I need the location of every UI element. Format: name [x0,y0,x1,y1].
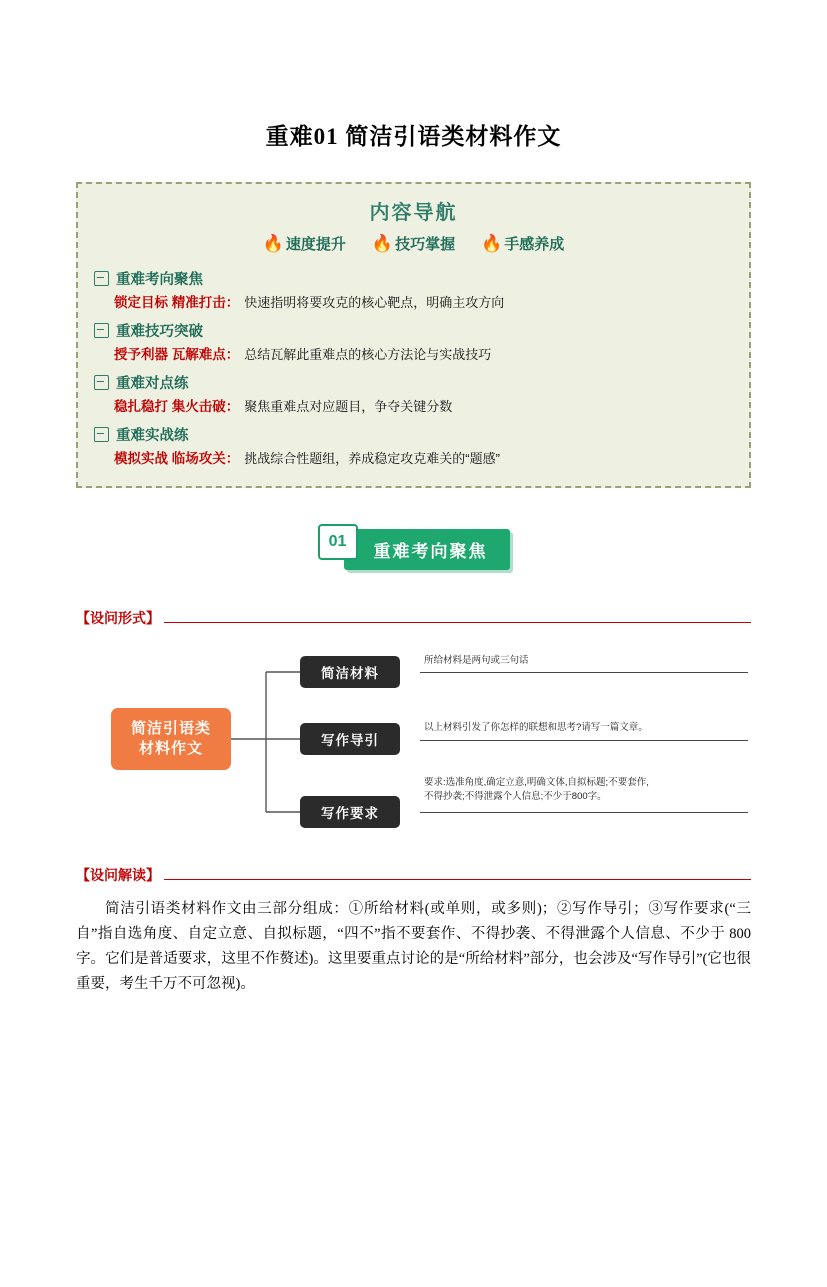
nav-badge [263,233,346,254]
nav-badge [372,233,455,254]
nav-heading-label: 重难技巧突破 [116,324,203,340]
list-box-icon [94,271,109,286]
page-title: 重难01 简洁引语类材料作文 [265,124,562,149]
nav-row-label: 模拟实战 临场攻关： [114,451,240,466]
nav-row-heading [94,372,733,393]
nav-badge-label: 技巧掌握 [395,236,456,253]
nav-badge-label: 手感养成 [504,236,565,253]
heading-rule [164,879,751,880]
nav-row-body [94,291,733,311]
mindmap-note-guide: 以上材料引发了你怎样的联想和思考?请写一篇文章。 [424,722,648,733]
heading-question-form [76,608,751,628]
mindmap-diagram [76,636,751,851]
nav-row-body [94,447,733,467]
nav-badge-list [94,233,733,254]
nav-row-body [94,343,733,363]
nav-heading-label: 重难实战练 [116,428,189,444]
nav-row-heading [94,320,733,341]
list-box-icon [94,375,109,390]
mindmap-note-rule [420,740,748,741]
document-page [0,118,827,1287]
content-navigation-box [76,182,751,488]
mindmap-root-node [111,708,231,770]
section-banner [76,524,751,574]
nav-heading-label: 重难考向聚焦 [116,272,203,288]
heading-rule [164,622,751,623]
nav-row-heading [94,268,733,289]
nav-row-label: 锁定目标 精准打击： [114,295,240,310]
flame-icon: 🔥 [371,234,394,253]
section-banner-label: 重难考向聚焦 [344,529,510,570]
nav-row-desc: 快速指明将要攻克的核心靶点，明确主攻方向 [244,295,505,310]
section-number-badge: 01 [318,524,358,560]
nav-row-desc: 聚焦重难点对应题目，争夺关键分数 [244,399,453,414]
mindmap-root-label: 简洁引语类 材料作文 [130,719,211,757]
nav-badge-label: 速度提升 [285,236,346,253]
mindmap-node-material: 简洁材料 [300,656,400,688]
nav-badge [481,233,564,254]
nav-row-heading [94,424,733,445]
mindmap-note-rule [420,812,748,813]
nav-row-desc: 挑战综合性题组，养成稳定攻克难关的“题感” [244,451,500,466]
flame-icon: 🔥 [262,234,284,253]
list-box-icon [94,323,109,338]
nav-row-body [94,395,733,415]
nav-row-label: 授予利器 瓦解难点： [114,347,240,362]
mindmap-note-rule [420,672,748,673]
mindmap-note-requirement: 要求:选准角度,确定立意,明确文体,自拟标题;不要套作, 不得抄袭;不得泄露个人信息;不少于800字。 [424,777,649,803]
flame-icon: 🔥 [481,234,503,253]
explain-paragraph: 简洁引语类材料作文由三部分组成：①所给材料(或单则，或多则)；②写作导引；③写作要求(“三自”指自选角度、自定立意、自拟标题，“四不”指不要套作、不得抄袭、不得泄露个人信息、不少于 800 字。它们是普适要求，这里不作赘述)。这里要重点讨论的是“所给材料”部分，也会涉及“写作导引”(它也很重要，考生千万不可忽视)。 [76,901,751,992]
list-box-icon [94,427,109,442]
mindmap-note-material: 所给材料是两句或三句话 [424,655,529,666]
mindmap-node-guide: 写作导引 [300,723,400,755]
heading-question-explain-label: 【设问解读】 [76,867,160,883]
heading-question-explain [76,865,751,885]
mindmap-node-requirement: 写作要求 [300,796,400,828]
heading-question-form-label: 【设问形式】 [76,610,160,626]
nav-row-label: 稳扎稳打 集火击破： [114,399,240,414]
nav-row-desc: 总结瓦解此重难点的核心方法论与实战技巧 [244,347,492,362]
nav-heading-label: 重难对点练 [116,376,189,392]
section-banner-wrap [318,524,510,574]
nav-title: 内容导航 [369,202,458,224]
